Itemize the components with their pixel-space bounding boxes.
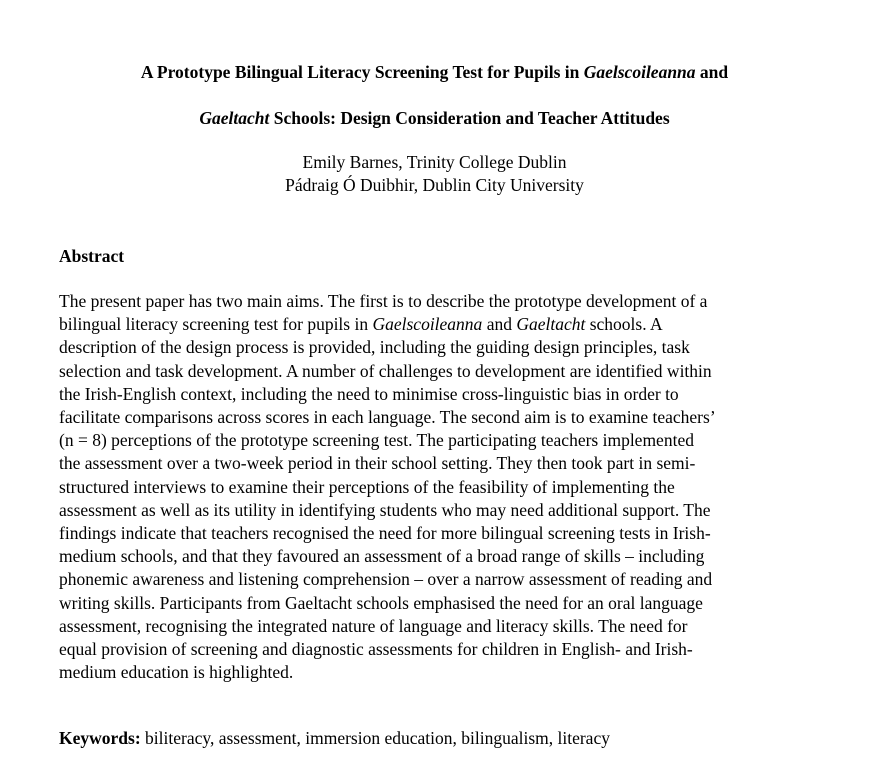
title-line2-italic: Gaeltacht xyxy=(199,108,270,128)
abstract-line xyxy=(59,545,704,567)
abstract-text-segment: the Irish-English context, including the need to minimise cross-linguistic bias in order to xyxy=(59,383,679,404)
abstract-text-segment: equal provision of screening and diagnostic assessments for children in English- and Irish- xyxy=(59,639,693,659)
keywords-text: biliteracy, assessment, immersion education, bilingualism, literacy xyxy=(140,728,610,748)
abstract-text-segment: schools. A xyxy=(585,314,663,335)
paper-title-line-1 xyxy=(0,61,869,83)
author-line: Pádraig Ó Duibhir, Dublin City University xyxy=(285,175,584,195)
abstract-line xyxy=(59,568,712,590)
abstract-text-segment: the assessment over a two-week period in their school setting. They then took part in semi- xyxy=(59,453,696,474)
abstract-text-segment: medium schools, and that they favoured an assessment of a broad range of skills – including xyxy=(59,546,705,567)
abstract-text-segment: writing skills. Participants from Gaeltacht schools emphasised the need for an oral language xyxy=(59,592,703,613)
abstract-line xyxy=(59,499,710,521)
abstract-text-segment: Gaelscoileanna xyxy=(372,314,483,335)
abstract-line xyxy=(59,336,690,358)
abstract-text-segment: findings indicate that teachers recognised the need for more bilingual screening tests in Irish- xyxy=(59,523,711,543)
abstract-line xyxy=(59,429,694,451)
abstract-line xyxy=(59,592,703,614)
abstract-text-segment: structured interviews to examine their perceptions of the feasibility of implementing the xyxy=(59,476,675,497)
abstract-text-segment: bilingual literacy screening test for pupils in xyxy=(59,314,373,335)
abstract-text-segment: (n = 8) perceptions of the prototype screening test. The participating teachers implemented xyxy=(59,430,694,451)
abstract-heading: Abstract xyxy=(59,246,125,266)
abstract-text-segment: Gaeltacht xyxy=(516,314,586,335)
abstract-line xyxy=(59,360,712,382)
keywords-label: Keywords: xyxy=(59,728,141,748)
abstract-text-segment: selection and task development. A number of challenges to development are identified within xyxy=(59,360,712,381)
abstract-line xyxy=(59,638,693,660)
abstract-line xyxy=(59,476,675,498)
paper-title-line-2 xyxy=(0,107,869,129)
abstract-line xyxy=(59,290,707,312)
keywords-line xyxy=(59,727,610,749)
abstract-line xyxy=(59,406,716,428)
abstract-line xyxy=(59,383,679,405)
title-line1-italic: Gaelscoileanna xyxy=(583,62,696,82)
abstract-text-segment: phonemic awareness and listening comprehension – over a narrow assessment of reading and xyxy=(59,569,713,590)
abstract-line xyxy=(59,313,663,335)
abstract-line xyxy=(59,615,688,637)
abstract-text-segment: assessment, recognising the integrated nature of language and literacy skills. The need for xyxy=(59,615,688,636)
abstract-line xyxy=(59,452,695,474)
abstract-text-segment: and xyxy=(482,314,517,335)
title-line1-prefix: A Prototype Bilingual Literacy Screening Test for Pupils in xyxy=(140,62,584,82)
title-line1-suffix: and xyxy=(695,62,729,82)
abstract-text-segment: facilitate comparisons across scores in each language. The second aim is to examine teachers’ xyxy=(59,407,716,427)
abstract-text-segment: medium education is highlighted. xyxy=(59,662,294,683)
title-line2-suffix: Schools: Design Consideration and Teacher Attitudes xyxy=(269,108,670,128)
abstract-text-segment: description of the design process is provided, including the guiding design principles, task xyxy=(59,337,690,358)
abstract-text-segment: assessment as well as its utility in identifying students who may need additional support. The xyxy=(59,499,711,520)
author-line: Emily Barnes, Trinity College Dublin xyxy=(302,152,567,172)
abstract-line xyxy=(59,661,293,683)
abstract-line xyxy=(59,522,711,544)
abstract-text-segment: The present paper has two main aims. The first is to describe the prototype development of a xyxy=(59,291,708,311)
